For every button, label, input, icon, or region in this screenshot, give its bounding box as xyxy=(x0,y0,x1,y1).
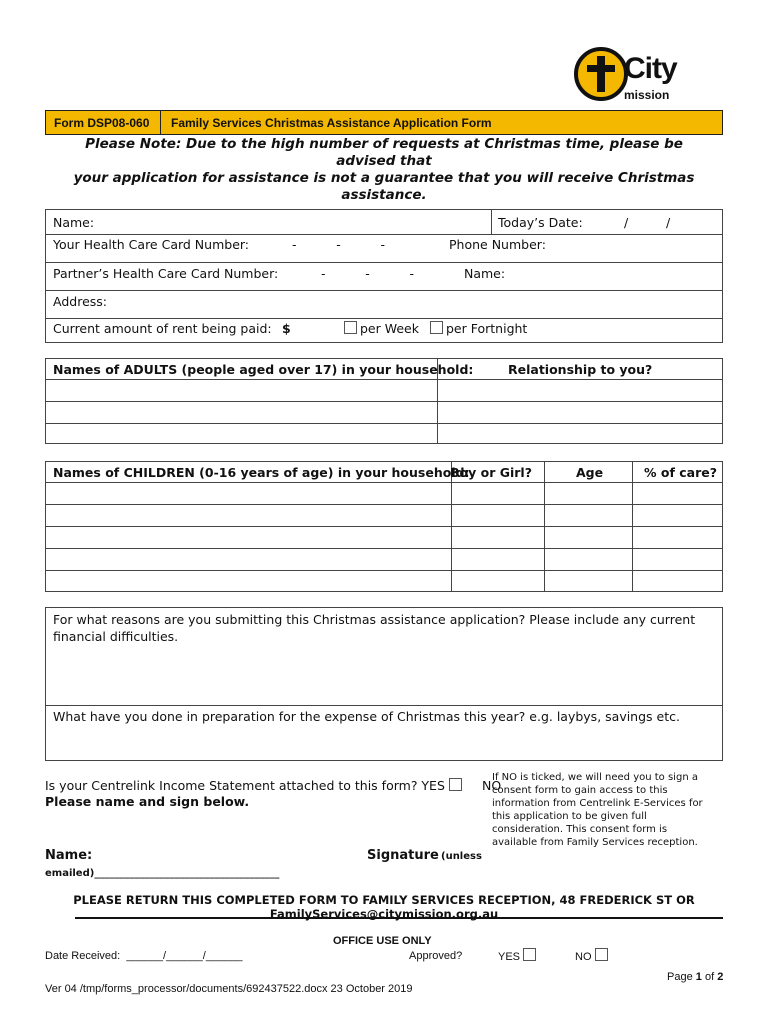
per-fortnight-option[interactable]: per Fortnight xyxy=(430,321,527,336)
signature-name-label[interactable]: Name: xyxy=(45,848,93,863)
logo-text-city: City xyxy=(624,52,677,85)
reasons-question-line: For what reasons are you submitting this Christmas assistance application? Please include any current xyxy=(53,612,696,627)
percent-care-header: % of care? xyxy=(644,465,717,480)
version-footer: Ver 04 /tmp/forms_processor/documents/692437522.docx 23 October 2019 xyxy=(45,983,413,995)
logo-text-mission: mission xyxy=(624,88,670,102)
consent-note-line: available from Family Services reception. xyxy=(492,837,698,848)
address-field[interactable]: Address: xyxy=(53,294,107,309)
form-title: Family Services Christmas Assistance Application Form xyxy=(171,116,492,130)
consent-note-line: information from Centrelink E-Services for xyxy=(492,798,703,809)
personal-details-box xyxy=(45,209,723,343)
page-number: Page 1 of 2 xyxy=(667,971,724,983)
consent-note-line: this application to be given full xyxy=(492,811,647,822)
note-line: Please Note: Due to the high number of requests at Christmas time, please be xyxy=(85,136,683,152)
consent-note-line: If NO is ticked, we will need you to sign a xyxy=(492,772,698,783)
per-week-option[interactable]: per Week xyxy=(344,321,419,336)
office-use-title: OFFICE USE ONLY xyxy=(333,935,432,947)
return-line: PLEASE RETURN THIS COMPLETED FORM TO FAMILY SERVICES RECEPTION, 48 FREDERICK ST OR xyxy=(73,893,695,907)
consent-note-line: consent form to gain access to this xyxy=(492,785,668,796)
age-header: Age xyxy=(576,465,604,480)
partner-hcc-dashes: - - - xyxy=(321,266,414,281)
preparation-question: What have you done in preparation for the expense of Christmas this year? e.g. laybys, savings etc. xyxy=(53,709,680,724)
relationship-header: Relationship to you? xyxy=(508,362,653,377)
partner-name-field[interactable]: Name: xyxy=(464,266,506,281)
approved-no-option[interactable]: NO xyxy=(575,948,611,963)
city-mission-logo xyxy=(574,46,710,106)
note-line: assistance. xyxy=(341,187,427,203)
note-line: advised that xyxy=(336,153,432,169)
approved-yes-option[interactable]: YES xyxy=(498,948,539,963)
reasons-question-line: financial difficulties. xyxy=(53,629,179,644)
approved-yes-checkbox[interactable] xyxy=(523,948,536,961)
boy-or-girl-header: Boy or Girl? xyxy=(450,465,532,480)
divider xyxy=(75,917,723,919)
reasons-box xyxy=(45,607,723,761)
dollar-sign: $ xyxy=(282,321,291,336)
date-separator: / xyxy=(624,215,629,230)
date-separator: / xyxy=(666,215,671,230)
consent-note xyxy=(492,771,722,849)
date-received-field[interactable]: Date Received: ______/______/______ xyxy=(45,950,243,962)
approved-no-checkbox[interactable] xyxy=(595,948,608,961)
please-sign-instruction: Please name and sign below. xyxy=(45,794,250,809)
todays-date-field[interactable]: Today’s Date: xyxy=(498,215,583,230)
children-name-header: Names of CHILDREN (0-16 years of age) in your household: xyxy=(53,465,470,480)
approved-label: Approved? xyxy=(409,950,463,962)
centrelink-yes-checkbox[interactable] xyxy=(449,778,462,791)
children-table xyxy=(45,461,723,592)
health-care-card-field[interactable]: Your Health Care Card Number: xyxy=(53,237,250,252)
per-fortnight-checkbox[interactable] xyxy=(430,321,443,334)
centrelink-question: Is your Centrelink Income Statement attached to this form? YES xyxy=(45,778,465,793)
adults-table xyxy=(45,358,723,444)
adults-name-header: Names of ADULTS (people aged over 17) in your household: xyxy=(53,362,474,377)
rent-field[interactable]: Current amount of rent being paid: xyxy=(53,321,272,336)
form-code: Form DSP08-060 xyxy=(46,111,161,134)
signature-label[interactable]: Signature xyxy=(367,848,439,863)
signature-emailed-line: emailed)_____________________________________ xyxy=(45,868,280,879)
hcc-dashes: - - - xyxy=(292,237,385,252)
partner-health-care-card-field[interactable]: Partner’s Health Care Card Number: xyxy=(53,266,279,281)
note-line: your application for assistance is not a guarantee that you will receive Christmas xyxy=(73,170,695,186)
consent-note-line: consideration. This consent form is xyxy=(492,824,668,835)
signature-unless: (unless xyxy=(441,851,482,862)
important-note xyxy=(45,136,723,204)
return-email[interactable]: FamilyServices@citymission.org.au xyxy=(269,907,499,921)
phone-number-field[interactable]: Phone Number: xyxy=(449,237,546,252)
name-field[interactable]: Name: xyxy=(53,215,95,230)
per-week-checkbox[interactable] xyxy=(344,321,357,334)
form-header xyxy=(45,110,723,135)
centrelink-no-label: NO xyxy=(482,778,502,793)
